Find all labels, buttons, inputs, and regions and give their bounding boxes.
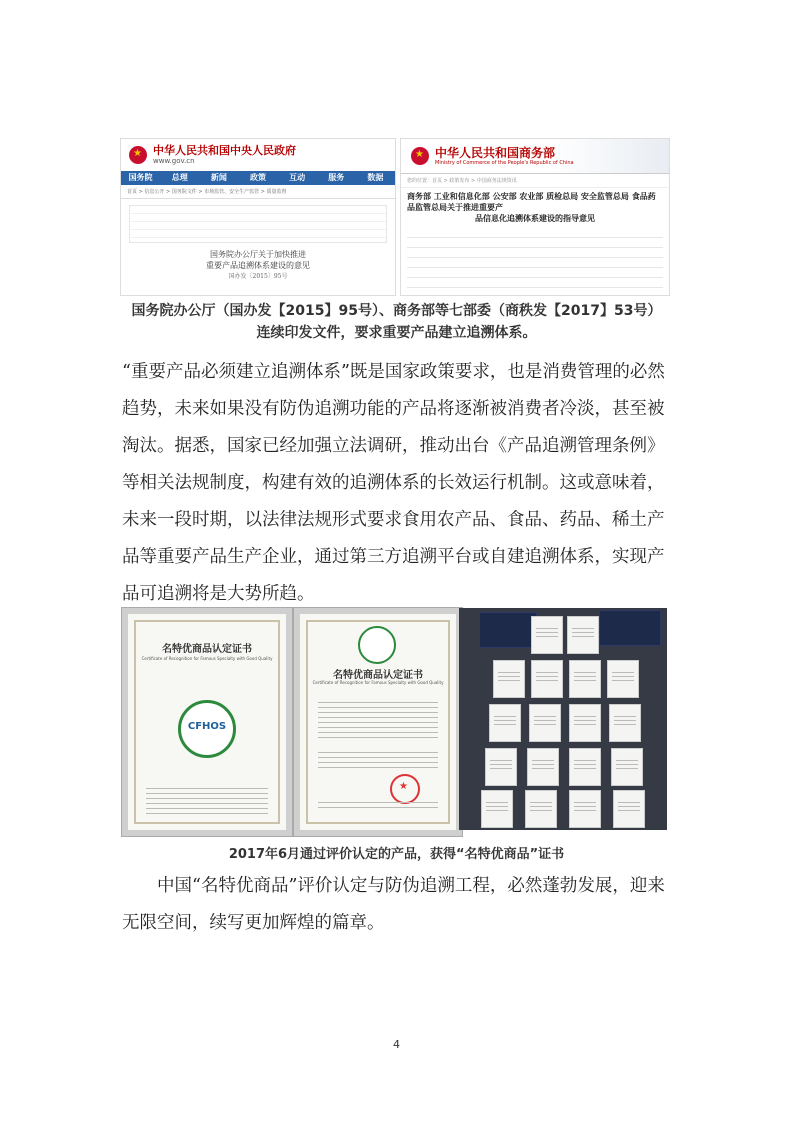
body-paragraph-2: 中国“名特优商品”评价认定与防伪追溯工程，必然蓬勃发展，迎来无限空间，续写更加辉煌的篇章。 bbox=[122, 876, 665, 933]
mini-certificate bbox=[611, 748, 643, 786]
nav-item: 国务院 bbox=[128, 173, 153, 182]
figure-caption-1-line1: 国务院办公厅（国办发【2015】95号）、商务部等七部委（商秩发【2017】53号） bbox=[131, 303, 662, 319]
mini-certificate bbox=[607, 660, 639, 698]
mofcom-breadcrumb: 您的位置：首页 > 政策发布 > 中国商务法规资讯 bbox=[401, 173, 669, 188]
gov-doc-title-line1: 国务院办公厅关于加快推进 bbox=[210, 250, 306, 259]
page-number: 4 bbox=[393, 1038, 400, 1051]
gov-doc-metadata bbox=[129, 205, 387, 243]
mini-certificate bbox=[531, 660, 563, 698]
mini-certificate bbox=[609, 704, 641, 742]
mini-certificate bbox=[525, 790, 557, 828]
gov-site-title: 中华人民共和国中央人民政府 bbox=[153, 144, 296, 157]
mofcom-doc-title-line2: 品信息化追溯体系建设的指导意见 bbox=[475, 214, 595, 223]
certificate-title: 名特优商品认定证书 bbox=[333, 670, 423, 681]
national-emblem-icon bbox=[129, 146, 147, 164]
certificate-body-lines bbox=[318, 698, 438, 738]
certificates-photo bbox=[459, 608, 667, 830]
certificate-issuer-lines bbox=[318, 798, 438, 810]
nav-item: 服务 bbox=[328, 173, 345, 182]
nav-item: 政策 bbox=[249, 173, 266, 182]
mini-certificate bbox=[613, 790, 645, 828]
mofcom-website-screenshot bbox=[400, 138, 670, 296]
certificate-folder bbox=[599, 610, 661, 646]
certificate-folder bbox=[479, 612, 537, 648]
mofcom-doc-title-line1: 商务部 工业和信息化部 公安部 农业部 质检总局 安全监管总局 食品药品监管总局关于推进重要产 bbox=[407, 192, 656, 212]
mofcom-header bbox=[401, 139, 669, 173]
mini-certificate bbox=[531, 616, 563, 654]
body-paragraph-1: “重要产品必须建立追溯体系”既是国家政策要求，也是消费管理的必然趋势，未来如果没有防伪追溯功能的产品将逐渐被消费者冷淡，甚至被淘汰。据悉，国家已经加强立法调研，推动出台《产品追溯管理条例》等相关法规制度，构建有效的追溯体系的长效运行机制。这或意味着，未来一段时期，以法律法规形式要求食用农产品、食品、药品、稀土产品等重要产品生产企业，通过第三方追溯平台或自建追溯体系，实现产品可追溯将是大势所趋。 bbox=[122, 362, 665, 604]
gov-site-url: www.gov.cn bbox=[153, 157, 195, 165]
mini-certificate bbox=[485, 748, 517, 786]
nav-item: 新闻 bbox=[210, 173, 227, 182]
cfhos-logo-text: CFHOS bbox=[187, 721, 227, 732]
mini-certificate bbox=[567, 616, 599, 654]
mini-certificate bbox=[493, 660, 525, 698]
certificate-body-lines bbox=[318, 748, 438, 768]
nav-item: 数据 bbox=[367, 173, 384, 182]
mofcom-body-text-lines bbox=[407, 228, 663, 288]
certificate-image-1 bbox=[122, 608, 292, 836]
gov-doc-number: 国办发〔2015〕95号 bbox=[228, 273, 288, 280]
gov-doc-title-line2: 重要产品追溯体系建设的意见 bbox=[206, 261, 310, 270]
gov-website-screenshot bbox=[120, 138, 396, 296]
mini-certificate bbox=[527, 748, 559, 786]
nav-item: 互动 bbox=[289, 173, 306, 182]
gov-header bbox=[121, 139, 395, 171]
certificate-title: 名特优商品认定证书 bbox=[162, 644, 252, 655]
mini-certificate bbox=[489, 704, 521, 742]
mini-certificate bbox=[481, 790, 513, 828]
gov-navbar bbox=[121, 171, 395, 185]
gov-breadcrumb: 首页 > 信息公开 > 国务院文件 > 市场监管、安全生产监管 > 质量监督 bbox=[121, 185, 395, 199]
mofcom-site-title: 中华人民共和国商务部 bbox=[435, 145, 556, 160]
figure-caption-2: 2017年6月通过评价认定的产品，获得“名特优商品”证书 bbox=[228, 847, 565, 862]
nav-item: 总理 bbox=[171, 173, 188, 182]
certificate-subtitle: Certificate of Recognition for Famous Specialty with Good Quality bbox=[312, 680, 444, 685]
mini-certificate bbox=[569, 660, 601, 698]
certificate-issuer-lines bbox=[146, 784, 268, 814]
figure-caption-1-line2: 连续印发文件，要求重要产品建立追溯体系。 bbox=[256, 325, 537, 341]
mini-certificate bbox=[569, 748, 601, 786]
mofcom-site-subtitle: Ministry of Commerce of the People's Republic of China bbox=[435, 159, 574, 166]
certificate-image-2 bbox=[294, 608, 462, 836]
cfhos-small-logo-icon bbox=[358, 626, 396, 664]
certificate-subtitle: Certificate of Recognition for Famous Specialty with Good Quality bbox=[141, 656, 273, 661]
mini-certificate bbox=[569, 790, 601, 828]
mini-certificate bbox=[569, 704, 601, 742]
mini-certificate bbox=[529, 704, 561, 742]
cfhos-logo-icon bbox=[178, 700, 236, 758]
national-emblem-icon bbox=[411, 147, 429, 165]
